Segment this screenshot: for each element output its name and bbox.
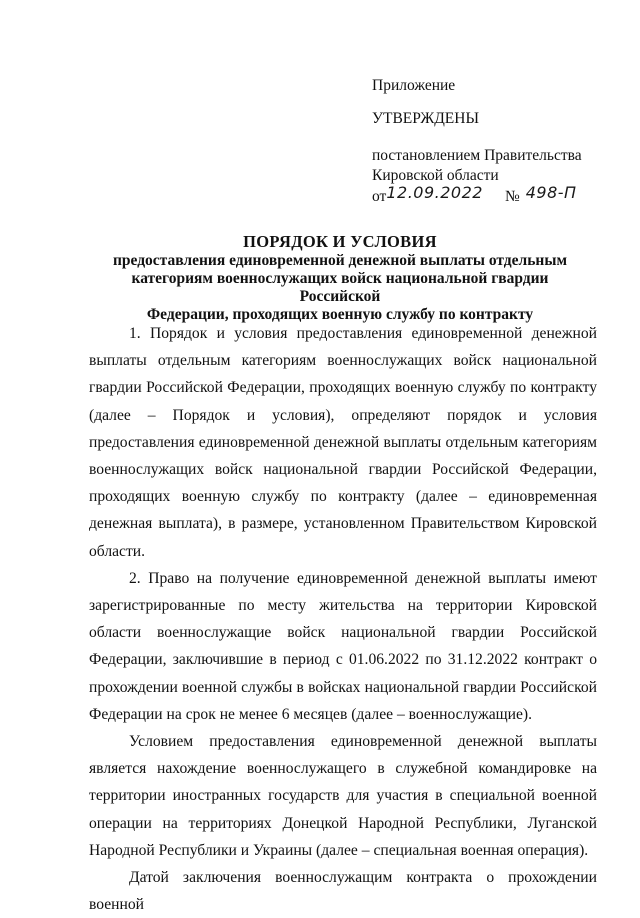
paragraph-2: 2. Право на получение единовременной денежной выплаты имеют зарегистрированные по месту жительства на территории Кировской области военнослужащие войск национальной гвардии Российской Федерации, заключившие в период с 01.06.2022 по 31.12.2022 контракт о прохождении военной службы в войсках национальной гвардии Российской Федерации на срок не менее 6 месяцев (далее – военнослужащие). xyxy=(89,569,597,723)
appendix-label: Приложение xyxy=(372,77,456,94)
handwritten-number: 498-П xyxy=(525,183,577,202)
document-title xyxy=(90,232,590,324)
handwritten-date: 12.09.2022 xyxy=(386,183,483,202)
title-sub-line-2: категориям военнослужащих войск национальной гвардии Российской xyxy=(131,270,549,305)
paragraph-3: Условием предоставления единовременной денежной выплаты является нахождение военнослужащего в служебной командировке на территории иностранных государств для участия в специальной военной операции на территориях Донецкой Народной Республики, Луганской Народной Республики и Украины (далее – специальная военная операция). xyxy=(89,733,597,859)
approved-label: УТВЕРЖДЕНЫ xyxy=(372,110,479,127)
from-label: от xyxy=(372,188,387,205)
document-body xyxy=(89,320,597,918)
title-sub-line-3: Федерации, проходящих военную службу по контракту xyxy=(146,306,534,323)
paragraph-1: 1. Порядок и условия предоставления единовременной денежной выплаты отдельным категориям военнослужащих войск национальной гвардии Российской Федерации, проходящих военную службу по контракту (далее – Порядок и условия), определяют порядок и условия предоставления единовременной денежной выплаты отдельным категориям военнослужащих войск национальной гвардии Российской Федерации, проходящих военную службу по контракту (далее – единовременная денежная выплата), в размере, установленном Правительством Кировской области. xyxy=(89,325,597,560)
paragraph-4: Датой заключения военнослужащим контракта о прохождении военной xyxy=(89,869,597,914)
number-label: № xyxy=(504,188,520,205)
resolution-line-2: Кировской области xyxy=(372,167,499,184)
approval-block xyxy=(372,76,622,207)
title-main: ПОРЯДОК И УСЛОВИЯ xyxy=(243,232,437,251)
resolution-line-1: постановлением Правительства xyxy=(372,147,582,164)
resolution-date-number xyxy=(372,183,622,207)
title-sub-line-1: предоставления единовременной денежной выплаты отдельным xyxy=(112,252,568,269)
